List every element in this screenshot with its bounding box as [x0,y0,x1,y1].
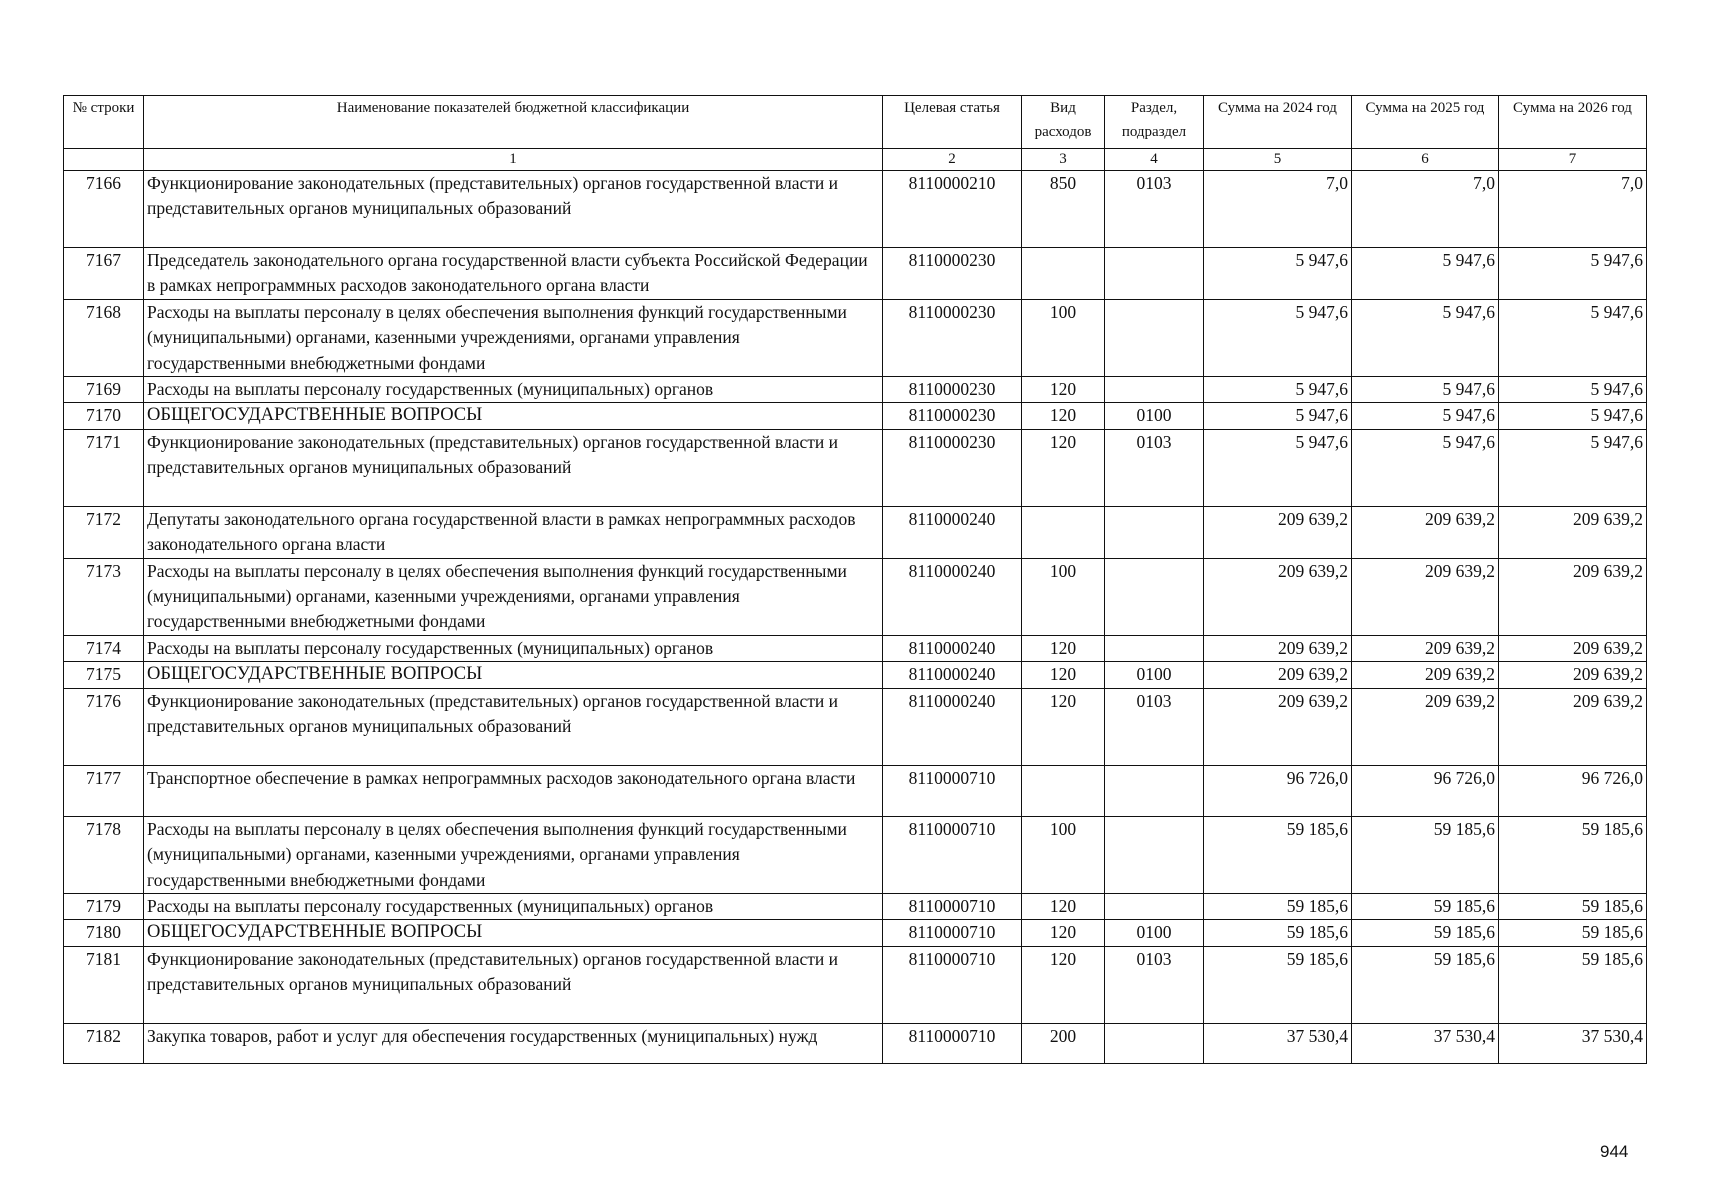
expense-kind-cell: 100 [1022,816,1105,893]
sum-2026-cell: 7,0 [1499,171,1647,248]
row-number-cell: 7178 [64,816,144,893]
section-cell: 0103 [1105,946,1204,1023]
row-number-cell: 7169 [64,377,144,403]
sum-2024-cell: 59 185,6 [1204,893,1352,919]
sum-2026-cell: 209 639,2 [1499,506,1647,558]
sum-2025-cell: 209 639,2 [1352,506,1499,558]
target-article-cell: 8110000230 [883,377,1022,403]
sum-2026-cell: 209 639,2 [1499,688,1647,765]
sum-2024-cell: 59 185,6 [1204,946,1352,1023]
sum-2025-cell: 209 639,2 [1352,688,1499,765]
header-expense-kind: Вид расходов [1022,96,1105,149]
table-row [64,816,1647,893]
row-number-cell: 7177 [64,765,144,816]
header-sum-2024: Сумма на 2024 год [1204,96,1352,149]
sum-2025-cell: 209 639,2 [1352,635,1499,661]
sum-2024-cell: 7,0 [1204,171,1352,248]
section-cell [1105,893,1204,919]
indicator-name-cell: Функционирование законодательных (представительных) органов государственной власти и представительных органов муниципальных образований [144,171,883,248]
sum-2026-cell: 5 947,6 [1499,403,1647,429]
target-article-cell: 8110000240 [883,662,1022,688]
expense-kind-cell: 120 [1022,920,1105,946]
sum-2024-cell: 5 947,6 [1204,403,1352,429]
section-cell [1105,506,1204,558]
target-article-cell: 8110000230 [883,429,1022,506]
table-row [64,299,1647,376]
section-cell: 0103 [1105,429,1204,506]
sum-2026-cell: 59 185,6 [1499,893,1647,919]
expense-kind-cell: 120 [1022,403,1105,429]
sum-2025-cell: 209 639,2 [1352,662,1499,688]
table-row [64,635,1647,661]
target-article-cell: 8110000240 [883,506,1022,558]
sum-2024-cell: 5 947,6 [1204,248,1352,300]
sum-2025-cell: 59 185,6 [1352,920,1499,946]
table-row [64,429,1647,506]
table-row [64,506,1647,558]
column-number-row [64,149,1647,171]
column-number: 6 [1352,149,1499,171]
sum-2025-cell: 96 726,0 [1352,765,1499,816]
page-number: 944 [1600,1142,1629,1161]
header-row [64,96,1647,149]
sum-2024-cell: 209 639,2 [1204,662,1352,688]
section-cell: 0103 [1105,171,1204,248]
sum-2026-cell: 209 639,2 [1499,558,1647,635]
target-article-cell: 8110000230 [883,403,1022,429]
sum-2026-cell: 5 947,6 [1499,429,1647,506]
expense-kind-cell [1022,506,1105,558]
sum-2024-cell: 209 639,2 [1204,688,1352,765]
budget-table-container [63,95,1647,1064]
table-row [64,688,1647,765]
indicator-name-cell: Функционирование законодательных (представительных) органов государственной власти и представительных органов муниципальных образований [144,946,883,1023]
expense-kind-cell: 120 [1022,635,1105,661]
column-number: 3 [1022,149,1105,171]
expense-kind-cell: 100 [1022,299,1105,376]
section-cell [1105,1023,1204,1063]
sum-2026-cell: 59 185,6 [1499,920,1647,946]
table-row [64,377,1647,403]
row-number-cell: 7173 [64,558,144,635]
column-number: 4 [1105,149,1204,171]
section-cell: 0100 [1105,403,1204,429]
column-number: 5 [1204,149,1352,171]
indicator-name-cell: ОБЩЕГОСУДАРСТВЕННЫЕ ВОПРОСЫ [144,403,883,429]
indicator-name-cell: Депутаты законодательного органа государственной власти в рамках непрограммных расходов законодательного органа власти [144,506,883,558]
header-section: Раздел, подраздел [1105,96,1204,149]
table-row [64,662,1647,688]
sum-2025-cell: 5 947,6 [1352,429,1499,506]
row-number-cell: 7168 [64,299,144,376]
indicator-name-cell: Расходы на выплаты персоналу государственных (муниципальных) органов [144,893,883,919]
target-article-cell: 8110000210 [883,171,1022,248]
table-row [64,248,1647,300]
sum-2024-cell: 37 530,4 [1204,1023,1352,1063]
indicator-name-cell: Расходы на выплаты персоналу государственных (муниципальных) органов [144,377,883,403]
sum-2024-cell: 209 639,2 [1204,506,1352,558]
indicator-name-cell: Расходы на выплаты персоналу в целях обеспечения выполнения функций государственными (муниципальными) органами, казенными учреждениями, органами управления государственными внебюджетными фондами [144,299,883,376]
table-row [64,946,1647,1023]
sum-2024-cell: 209 639,2 [1204,558,1352,635]
indicator-name-cell: ОБЩЕГОСУДАРСТВЕННЫЕ ВОПРОСЫ [144,662,883,688]
row-number-cell: 7166 [64,171,144,248]
indicator-name-cell: Расходы на выплаты персоналу в целях обеспечения выполнения функций государственными (муниципальными) органами, казенными учреждениями, органами управления государственными внебюджетными фондами [144,558,883,635]
target-article-cell: 8110000710 [883,816,1022,893]
sum-2025-cell: 37 530,4 [1352,1023,1499,1063]
expense-kind-cell: 200 [1022,1023,1105,1063]
section-cell: 0100 [1105,920,1204,946]
sum-2025-cell: 5 947,6 [1352,299,1499,376]
sum-2026-cell: 37 530,4 [1499,1023,1647,1063]
sum-2024-cell: 5 947,6 [1204,377,1352,403]
table-row [64,558,1647,635]
row-number-cell: 7171 [64,429,144,506]
section-cell [1105,765,1204,816]
expense-kind-cell: 120 [1022,893,1105,919]
target-article-cell: 8110000710 [883,893,1022,919]
header-indicator-name: Наименование показателей бюджетной классификации [144,96,883,149]
indicator-name-cell: ОБЩЕГОСУДАРСТВЕННЫЕ ВОПРОСЫ [144,920,883,946]
column-number: 1 [144,149,883,171]
sum-2025-cell: 5 947,6 [1352,403,1499,429]
section-cell [1105,377,1204,403]
sum-2026-cell: 5 947,6 [1499,377,1647,403]
sum-2025-cell: 59 185,6 [1352,946,1499,1023]
row-number-cell: 7170 [64,403,144,429]
sum-2026-cell: 96 726,0 [1499,765,1647,816]
row-number-cell: 7180 [64,920,144,946]
sum-2024-cell: 59 185,6 [1204,920,1352,946]
sum-2025-cell: 5 947,6 [1352,377,1499,403]
sum-2024-cell: 96 726,0 [1204,765,1352,816]
section-cell [1105,248,1204,300]
expense-kind-cell: 120 [1022,946,1105,1023]
table-row [64,765,1647,816]
header-target-article: Целевая статья [883,96,1022,149]
table-row [64,893,1647,919]
sum-2026-cell: 5 947,6 [1499,299,1647,376]
sum-2024-cell: 209 639,2 [1204,635,1352,661]
expense-kind-cell [1022,248,1105,300]
target-article-cell: 8110000240 [883,688,1022,765]
target-article-cell: 8110000230 [883,299,1022,376]
target-article-cell: 8110000710 [883,1023,1022,1063]
sum-2025-cell: 59 185,6 [1352,893,1499,919]
sum-2025-cell: 7,0 [1352,171,1499,248]
sum-2025-cell: 59 185,6 [1352,816,1499,893]
column-number: 7 [1499,149,1647,171]
sum-2026-cell: 59 185,6 [1499,816,1647,893]
row-number-cell: 7181 [64,946,144,1023]
section-cell [1105,558,1204,635]
target-article-cell: 8110000710 [883,920,1022,946]
target-article-cell: 8110000710 [883,765,1022,816]
row-number-cell: 7179 [64,893,144,919]
budget-classification-table [63,95,1647,1064]
indicator-name-cell: Закупка товаров, работ и услуг для обеспечения государственных (муниципальных) нужд [144,1023,883,1063]
header-row-number: № строки [64,96,144,149]
row-number-cell: 7176 [64,688,144,765]
sum-2024-cell: 5 947,6 [1204,429,1352,506]
sum-2026-cell: 209 639,2 [1499,635,1647,661]
indicator-name-cell: Расходы на выплаты персоналу в целях обеспечения выполнения функций государственными (муниципальными) органами, казенными учреждениями, органами управления государственными внебюджетными фондами [144,816,883,893]
expense-kind-cell: 850 [1022,171,1105,248]
sum-2024-cell: 5 947,6 [1204,299,1352,376]
row-number-cell: 7182 [64,1023,144,1063]
table-row [64,920,1647,946]
section-cell: 0100 [1105,662,1204,688]
indicator-name-cell: Функционирование законодательных (представительных) органов государственной власти и представительных органов муниципальных образований [144,688,883,765]
column-number: 2 [883,149,1022,171]
indicator-name-cell: Транспортное обеспечение в рамках непрограммных расходов законодательного органа власти [144,765,883,816]
sum-2026-cell: 209 639,2 [1499,662,1647,688]
expense-kind-cell [1022,765,1105,816]
table-row [64,403,1647,429]
expense-kind-cell: 100 [1022,558,1105,635]
target-article-cell: 8110000710 [883,946,1022,1023]
sum-2026-cell: 59 185,6 [1499,946,1647,1023]
target-article-cell: 8110000240 [883,635,1022,661]
expense-kind-cell: 120 [1022,377,1105,403]
row-number-cell: 7167 [64,248,144,300]
section-cell [1105,816,1204,893]
table-row [64,171,1647,248]
table-body [64,171,1647,1064]
expense-kind-cell: 120 [1022,429,1105,506]
expense-kind-cell: 120 [1022,662,1105,688]
sum-2024-cell: 59 185,6 [1204,816,1352,893]
target-article-cell: 8110000240 [883,558,1022,635]
target-article-cell: 8110000230 [883,248,1022,300]
indicator-name-cell: Функционирование законодательных (представительных) органов государственной власти и представительных органов муниципальных образований [144,429,883,506]
indicator-name-cell: Расходы на выплаты персоналу государственных (муниципальных) органов [144,635,883,661]
table-header [64,96,1647,171]
row-number-cell: 7172 [64,506,144,558]
section-cell [1105,635,1204,661]
indicator-name-cell: Председатель законодательного органа государственной власти субъекта Российской Федерации в рамках непрограммных расходов законодательного органа власти [144,248,883,300]
header-sum-2026: Сумма на 2026 год [1499,96,1647,149]
table-row [64,1023,1647,1063]
sum-2026-cell: 5 947,6 [1499,248,1647,300]
row-number-cell: 7174 [64,635,144,661]
expense-kind-cell: 120 [1022,688,1105,765]
section-cell [1105,299,1204,376]
section-cell: 0103 [1105,688,1204,765]
column-number [64,149,144,171]
sum-2025-cell: 5 947,6 [1352,248,1499,300]
header-sum-2025: Сумма на 2025 год [1352,96,1499,149]
row-number-cell: 7175 [64,662,144,688]
sum-2025-cell: 209 639,2 [1352,558,1499,635]
